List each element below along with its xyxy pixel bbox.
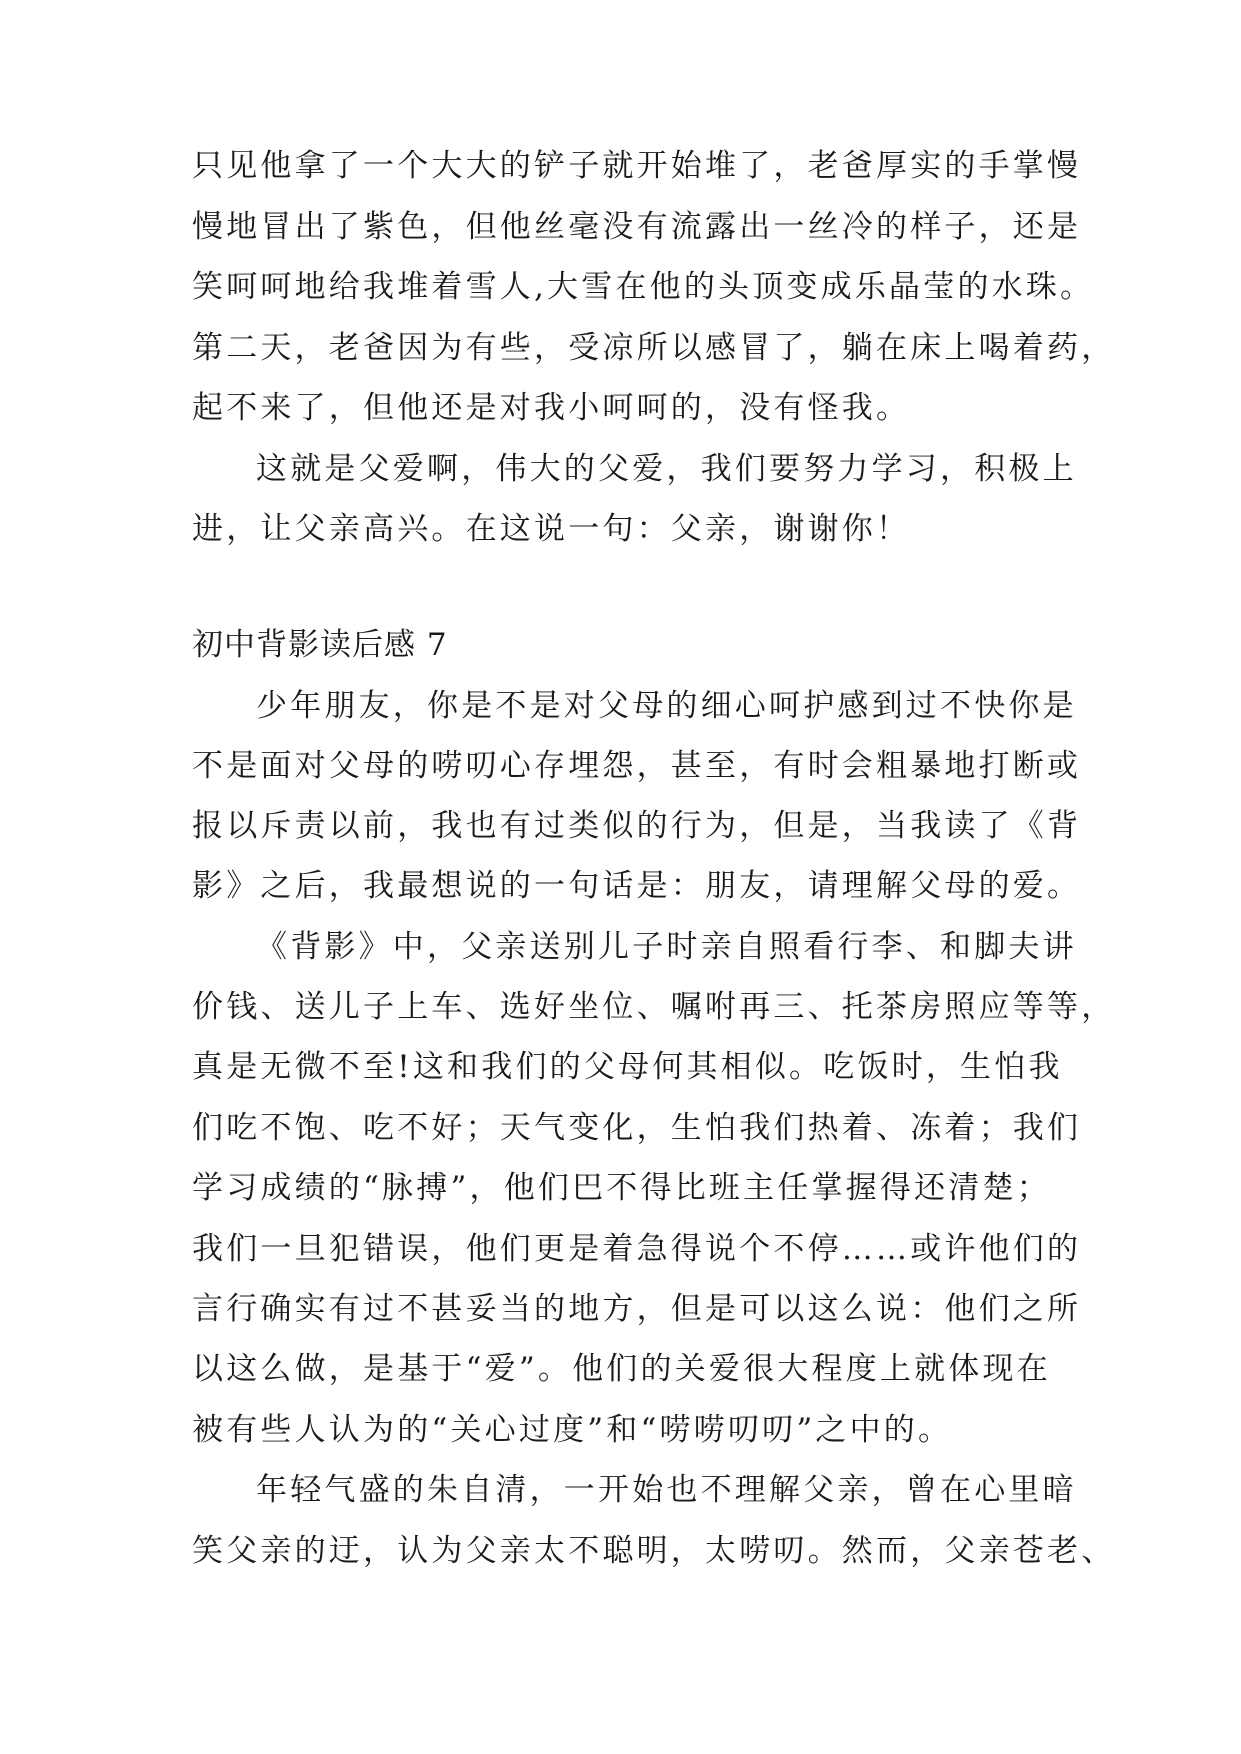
paragraph-line: 《背影》中，父亲送别儿子时亲自照看行李、和脚夫讲 [256,929,1077,965]
paragraph-line: 们吃不饱、吃不好；天气变化，生怕我们热着、冻着；我们 [192,1110,1082,1146]
paragraph-line: 真是无微不至!这和我们的父母何其相似。吃饭时，生怕我 [192,1049,1063,1085]
paragraph-line: 起不来了，但他还是对我小呵呵的，没有怪我。 [192,390,911,426]
paragraph-line: 笑呵呵地给我堆着雪人,大雪在他的头顶变成乐晶莹的水珠。 [192,269,1095,305]
paragraph-line: 价钱、送儿子上车、选好坐位、嘱咐再三、托茶房照应等等， [192,989,1116,1025]
paragraph-line: 我们一旦犯错误，他们更是着急得说个不停……或许他们的 [192,1231,1082,1267]
paragraph-line: 慢地冒出了紫色，但他丝毫没有流露出一丝冷的样子，还是 [192,209,1082,245]
paragraph-line: 第二天，老爸因为有些，受凉所以感冒了，躺在床上喝着药， [192,330,1116,366]
paragraph-line: 笑父亲的迂，认为父亲太不聪明，太唠叨。然而，父亲苍老、 [192,1533,1116,1569]
paragraph-line: 进，让父亲高兴。在这说一句：父亲，谢谢你！ [192,511,911,547]
paragraph-line: 影》之后，我最想说的一句话是：朋友，请理解父母的爱。 [192,868,1082,904]
paragraph-line: 年轻气盛的朱自清，一开始也不理解父亲，曾在心里暗 [256,1472,1077,1508]
paragraph-line: 言行确实有过不甚妥当的地方，但是可以这么说：他们之所 [192,1291,1082,1327]
section-title: 初中背影读后感 7 [192,627,448,663]
paragraph-line: 被有些人认为的“关心过度”和“唠唠叨叨”之中的。 [192,1412,953,1448]
paragraph-line: 这就是父爱啊，伟大的父爱，我们要努力学习，积极上 [256,451,1077,487]
paragraph-line: 以这么做，是基于“爱”。他们的关爱很大程度上就体现在 [192,1351,1051,1387]
paragraph-line: 少年朋友，你是不是对父母的细心呵护感到过不快你是 [256,688,1077,724]
paragraph-line: 报以斥责以前，我也有过类似的行为，但是，当我读了《背 [192,808,1082,844]
paragraph-line: 只见他拿了一个大大的铲子就开始堆了，老爸厚实的手掌慢 [192,148,1082,184]
paragraph-line: 不是面对父母的唠叨心存埋怨，甚至，有时会粗暴地打断或 [192,748,1082,784]
paragraph-line: 学习成绩的“脉搏”，他们巴不得比班主任掌握得还清楚； [192,1170,1051,1206]
